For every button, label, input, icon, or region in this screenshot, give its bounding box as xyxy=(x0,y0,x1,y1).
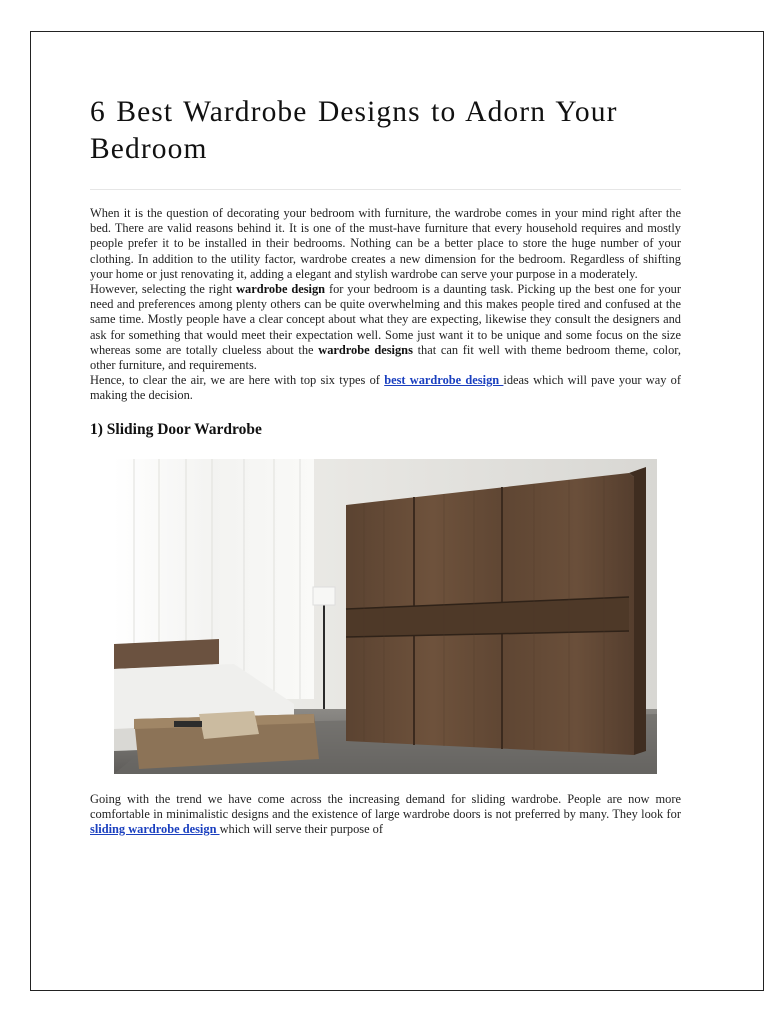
section1-text-b: which will serve their purpose of xyxy=(219,822,384,837)
intro-paragraph-2 xyxy=(90,282,681,373)
intro-paragraph-1 xyxy=(90,206,681,282)
section-heading-sliding-door: 1) Sliding Door Wardrobe xyxy=(90,420,262,438)
intro-text-2a: However, selecting the right xyxy=(90,282,237,297)
intro-paragraph-3 xyxy=(90,373,681,403)
title-divider xyxy=(90,189,681,190)
section1-text-a: Going with the trend we have come across the increasing demand for sliding wardrobe. People are now more comfortable in minimalistic designs and the existence of large wardrobe doors is not preferred by many. They look for xyxy=(90,791,681,821)
intro-text-3a: Hence, to clear the air, we are here with top six types of xyxy=(90,373,385,388)
intro-text-3b: ideas which will pave your way of making the decision. xyxy=(90,373,681,403)
intro-text-2c: for your bedroom is a daunting task. Picking up the best one for your need and preferences among plenty others can be quite overwhelming and this makes people tired and confused at the same time. Mostly people have a clear concept about what they are expecting, likewise they consult the designers and ask for something that would meet their expectation well. Some just want it to be unique and some focus on the size whereas some are totally clueless about the xyxy=(90,282,681,357)
section1-paragraph xyxy=(90,792,681,838)
keyword-wardrobe-designs: wardrobe designs xyxy=(318,342,413,357)
sliding-wardrobe-design-link[interactable]: sliding wardrobe design xyxy=(90,822,220,837)
keyword-wardrobe-design: wardrobe design xyxy=(236,282,326,297)
article-title: 6 Best Wardrobe Designs to Adorn Your Bedroom xyxy=(90,96,618,165)
best-wardrobe-design-link[interactable]: best wardrobe design xyxy=(384,373,504,388)
article-body xyxy=(90,94,681,837)
intro-text-2e: that can fit well with theme bedroom theme, color, other furniture, and requirements. xyxy=(90,342,682,373)
document-page xyxy=(30,31,764,991)
sliding-wardrobe-photo xyxy=(114,459,657,774)
intro-text-1: When it is the question of decorating your bedroom with furniture, the wardrobe comes in your mind right after the bed. There are valid reasons behind it. It is one of the must-have furniture that every household requires and mostly people prefer it to be installed in their bedrooms. Nothing can be a better place to store the huge number of your clothing. In addition to the utility factor, wardrobe creates a new dimension for the bedroom. Regardless of shifting your home or just renovating it, adding a elegant and stylish wardrobe can serve your purpose in a moderately. xyxy=(90,206,681,281)
